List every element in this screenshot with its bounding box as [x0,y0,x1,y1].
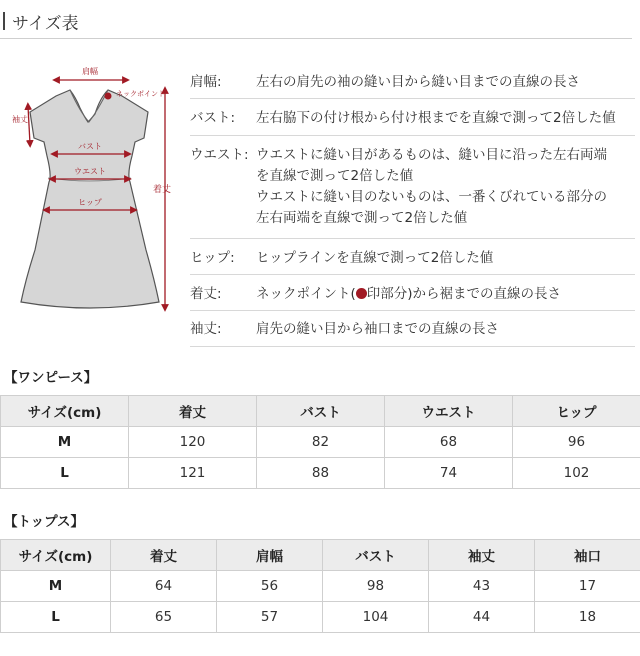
table-cell: 104 [323,602,429,633]
column-header: バスト [257,396,385,427]
table-cell: 82 [257,427,385,458]
shoulder-label: 肩幅 [82,67,98,76]
tops-size-table [0,539,640,633]
definition-label: 肩幅: [190,74,222,90]
table-cell: 96 [513,427,640,458]
definition-label: 袖丈: [190,321,222,337]
table-cell: 43 [429,571,535,602]
table-cell: 44 [429,602,535,633]
divider [190,346,635,347]
onepiece-size-table [0,395,640,489]
column-header: バスト [323,540,429,571]
table-cell: 17 [535,571,640,602]
length-label: 着丈 [153,185,172,195]
column-header: 袖口 [535,540,640,571]
table-row [1,602,640,633]
definition-label: 着丈: [190,286,222,302]
neck-point-label: ネックポイント [116,90,165,98]
table-cell: 18 [535,602,640,633]
column-header: ウエスト [385,396,513,427]
table-row [1,571,640,602]
table-cell: 65 [111,602,217,633]
column-header: サイズ(cm) [1,540,111,571]
tops-section-title: 【トップス】 [4,514,85,530]
table-cell: 88 [257,458,385,489]
hip-label: ヒップ [78,198,102,207]
divider [190,98,635,99]
page-title: サイズ表 [12,14,79,34]
size-label: L [1,602,111,633]
definition-text: 肩先の縫い目から袖口までの直線の長さ [256,321,499,337]
table-row [1,427,640,458]
definition-label: ヒップ: [190,250,235,266]
table-cell: 57 [217,602,323,633]
size-label: L [1,458,129,489]
table-cell: 98 [323,571,429,602]
bust-label: バスト [78,142,102,151]
table-cell: 64 [111,571,217,602]
onepiece-section-title: 【ワンピース】 [4,370,98,386]
column-header: サイズ(cm) [1,396,129,427]
sleeve-label: 袖丈 [12,115,28,124]
definition-label: バスト: [190,110,236,126]
definition-text: を直線で測って2倍した値 [256,168,414,184]
column-header: 着丈 [111,540,217,571]
definition-text: 左右両端を直線で測って2倍した値 [256,210,468,226]
table-cell: 56 [217,571,323,602]
table-header-row [1,396,640,427]
definition-text: ヒップラインを直線で測って2倍した値 [256,250,494,266]
size-label: M [1,427,129,458]
definition-label: ウエスト: [190,147,249,163]
definition-text: 左右脇下の付け根から付け根までを直線で測って2倍した値 [256,110,616,126]
table-header-row [1,540,640,571]
definition-text: ウエストに縫い目のないものは、一番くびれている部分の [256,189,607,205]
definition-text-before: ネックポイント( [256,286,356,302]
column-header: 肩幅 [217,540,323,571]
neck-point-dot-icon [356,288,367,299]
definition-text-after: 印部分)から裾までの直線の長さ [366,286,562,302]
divider [190,274,635,275]
dress-measurement-diagram [0,60,186,322]
definition-text: ウエストに縫い目があるものは、縫い目に沿った左右両端 [256,147,607,163]
title-accent-bar [3,12,5,30]
size-label: M [1,571,111,602]
table-cell: 68 [385,427,513,458]
neck-point-marker [105,93,112,100]
column-header: 袖丈 [429,540,535,571]
column-header: ヒップ [513,396,640,427]
table-row [1,458,640,489]
divider [190,310,635,311]
table-cell: 74 [385,458,513,489]
table-cell: 121 [129,458,257,489]
definition-text: 左右の肩先の袖の縫い目から縫い目までの直線の長さ [256,74,580,90]
title-bar [0,8,632,39]
column-header: 着丈 [129,396,257,427]
table-cell: 120 [129,427,257,458]
table-cell: 102 [513,458,640,489]
waist-label: ウエスト [74,167,106,176]
divider [190,135,635,136]
divider [190,238,635,239]
